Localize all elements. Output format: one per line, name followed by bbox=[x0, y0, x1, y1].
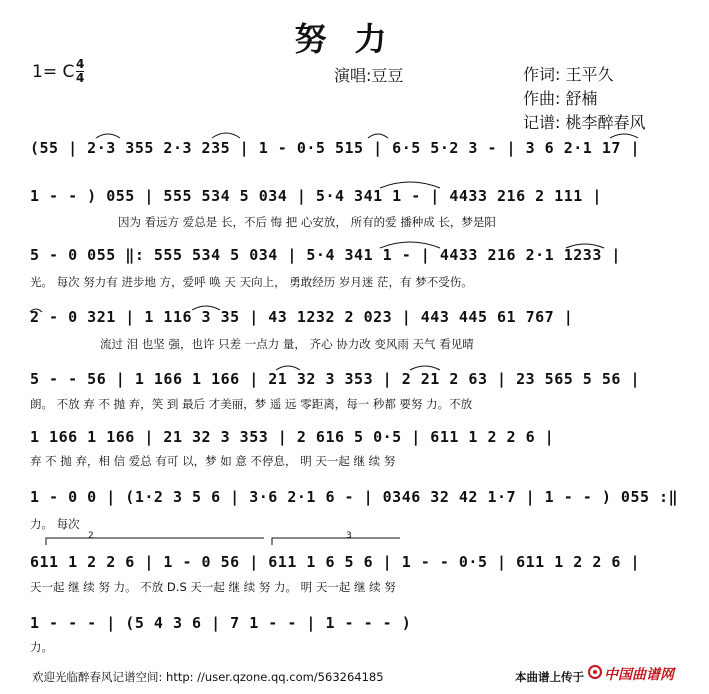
score-row-5-notes: 5 - - 56 | 1 166 1 166 | 21 32 3 353 | 2 21 2 63 | 23 565 5 56 | bbox=[30, 370, 640, 388]
slur-mark bbox=[276, 366, 300, 370]
slur-mark bbox=[30, 309, 42, 312]
volta-bracket-3 bbox=[272, 538, 400, 545]
score-row-2-lyrics: 因为 看远方 爱总是 长，不后 悔 把 心安放， 所有的爱 播种成 长，梦是阳 bbox=[118, 215, 496, 229]
slur-mark bbox=[192, 306, 220, 310]
score-row-3-lyrics: 光。 每次 努力有 进步地 方，爱呼 唤 天 天向上， 勇敢经历 岁月迷 茫，有 梦不受伤。 bbox=[30, 275, 473, 289]
score-row-4-notes: 2 - 0 321 | 1 116 3 35 | 43 1232 2 023 | 443 445 61 767 | bbox=[30, 308, 574, 326]
score-row-9-notes: 1 - - - | (5 4 3 6 | 7 1 - - | 1 - - - ) bbox=[30, 614, 412, 632]
footer-visit-text: 欢迎光临醉春风记谱空间: http: //user.qzone.qq.com/563264185 bbox=[32, 670, 384, 684]
score-row-2-notes: 1 - - ) 055 | 555 534 5 034 | 5·4 341 1 - | 4433 216 2 111 | bbox=[30, 187, 602, 205]
slur-mark bbox=[610, 134, 638, 138]
slur-mark bbox=[410, 366, 440, 370]
score-row-3-notes: 5 - 0 055 ‖: 555 534 5 034 | 5·4 341 1 - | 4433 216 2·1 1233 | bbox=[30, 246, 621, 264]
score-row-8-notes: 611 1 2 2 6 | 1 - 0 56 | 611 1 6 5 6 | 1 - - 0·5 | 611 1 2 2 6 | bbox=[30, 553, 640, 571]
svg-text:2: 2 bbox=[88, 531, 94, 541]
key-signature: 1= C bbox=[32, 62, 75, 82]
score-row-7-notes: 1 - 0 0 | (1·2 3 5 6 | 3·6 2·1 6 - | 0346 32 42 1·7 | 1 - - ) 055 :‖ bbox=[30, 488, 679, 506]
slur-mark bbox=[380, 182, 440, 188]
score-row-6-notes: 1 166 1 166 | 21 32 3 353 | 2 616 5 0·5 | 611 1 2 2 6 | bbox=[30, 428, 555, 446]
composer: 作曲: 舒楠 bbox=[523, 89, 598, 108]
score-row-9-lyrics: 力。 bbox=[30, 640, 53, 654]
score-row-8-lyrics: 天一起 继 续 努 力。 不放 D.S 天一起 继 续 努 力。 明 天一起 继 续 努 bbox=[30, 580, 396, 594]
transcriber: 记谱: 桃李醉春风 bbox=[523, 113, 646, 132]
score-row-1-notes: (55 | 2·3 355 2·3 235 | 1 - 0·5 515 | 6·5 5·2 3 - | 3 6 2·1 17 | bbox=[30, 139, 640, 157]
slur-mark bbox=[368, 134, 388, 138]
svg-text:3: 3 bbox=[346, 531, 352, 541]
page-title: 努力 bbox=[294, 20, 415, 58]
score-row-4-lyrics: 流过 泪 也坚 强，也许 只差 一点力 量， 齐心 协力改 变风雨 天气 看见晴 bbox=[100, 337, 474, 351]
score-row-5-lyrics: 朗。 不放 弃 不 抛 弃，笑 到 最后 才美丽，梦 遥 远 零距离，每一 秒都 要努 力。不放 bbox=[30, 397, 473, 411]
lyricist: 作词: 王平久 bbox=[523, 65, 614, 84]
score-row-7-lyrics: 力。 每次 bbox=[30, 517, 80, 531]
time-sig-top: 4 bbox=[76, 57, 85, 71]
site-logo-icon bbox=[588, 664, 602, 680]
slur-mark bbox=[212, 133, 240, 138]
slur-mark bbox=[96, 134, 120, 138]
footer-upload-text: 本曲谱上传于 bbox=[515, 670, 584, 684]
singer: 演唱:豆豆 bbox=[334, 66, 404, 85]
score-row-6-lyrics: 弃 不 抛 弃，相 信 爱总 有可 以，梦 如 意 不停息， 明 天一起 继 续 努 bbox=[30, 454, 396, 468]
site-logo-text: 中国曲谱网 bbox=[604, 667, 674, 683]
volta-bracket-2 bbox=[46, 538, 264, 545]
slur-mark bbox=[566, 244, 604, 248]
slur-mark bbox=[380, 242, 440, 248]
time-sig-bottom: 4 bbox=[76, 71, 85, 85]
